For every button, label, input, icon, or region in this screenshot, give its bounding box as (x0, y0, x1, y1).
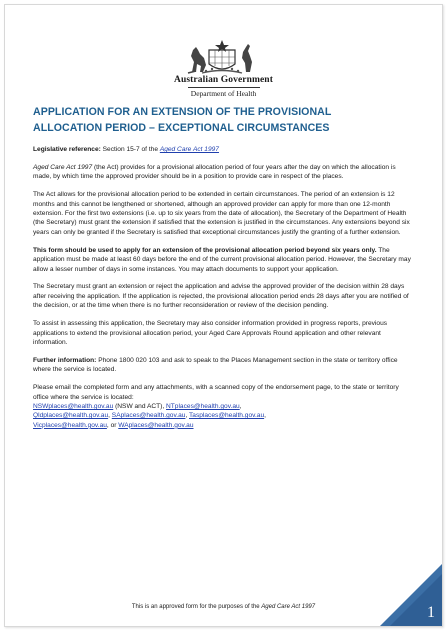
email-link-nt[interactable]: NTplaces@health.gov.au (166, 403, 240, 411)
paragraph-3 (33, 246, 415, 274)
paragraph-3-text: The application must be made at least 60 days before the end of the current provisional allocation period. However, the Secretary may allow a lesser number of days in some instances. You may attach documents to support your application. (33, 246, 411, 273)
separator: , (185, 412, 189, 420)
document-body (33, 145, 415, 439)
email-link-wa[interactable]: WAplaces@health.gov.au (118, 421, 194, 429)
department-name: Department of Health (190, 89, 257, 98)
further-information-label: Further information: (33, 356, 97, 364)
legislative-text: Section 15-7 of the (100, 146, 160, 153)
legislative-label: Legislative reference: (33, 146, 101, 153)
paragraph-1-text: (the Act) provides for a provisional allocation period of four years after the day on which the allocation is made, by which time the approved provider should be in a position to provide care in respect of the places. (33, 163, 396, 181)
separator: , (264, 412, 266, 420)
aged-care-act-link[interactable]: Aged Care Act 1997 (159, 146, 219, 153)
paragraph-5: To assist in assessing this application, the Secretary may also consider information provided in progress reports, previous applications to extend the provisional allocation period, your Aged Care Approvals Round application and other relevant information. (33, 320, 388, 346)
paragraph-4: The Secretary must grant an extension or reject the application and advise the approved provider of the decision within 28 days after receiving the application. If the application is rejected, the provisional allocation period ends 28 days after you are notified of the decision, or at the time when there is no further reconsideration or review of the decision pending. (33, 283, 409, 310)
title-line-2: ALLOCATION PERIOD – EXCEPTIONAL CIRCUMSTANCES (33, 122, 330, 134)
email-link-vic[interactable]: Vicplaces@health.gov.au (33, 421, 107, 429)
separator: , (239, 403, 242, 411)
legislative-reference (33, 145, 415, 154)
page-number: 1 (427, 604, 435, 621)
email-link-sa[interactable]: SAplaces@health.gov.au (111, 412, 186, 420)
paragraph-3-bold: This form should be used to apply for an extension of the provisional allocation period beyond six years only. (33, 246, 377, 254)
footer-act: Aged Care Act 1997 (261, 604, 316, 610)
act-name: Aged Care Act 1997 (33, 163, 93, 171)
footer-text: This is an approved form for the purposes of the (131, 604, 262, 610)
paragraph-1 (33, 163, 415, 182)
separator: , (108, 412, 112, 420)
government-name: Australian Government (174, 75, 273, 85)
email-instructions-text: Please email the completed form and any attachments, with a scanned copy of the endorsement page, to the state or territory office where the service is located: (33, 384, 399, 401)
paragraph-2: The Act allows for the provisional allocation period to be extended in certain circumstances. The period of an extension is 12 months and this cannot be lengthened or shortened, although an approved provider can apply for more than one 12-month extension. For the first two extensions (i.e. up to six years from the date of allocation), the Secretary of the Department of Health (the Secretary) must grant the extension if satisfied that the extension is justified in the circumstances. Any extensions beyond six years can only be granted if the Secretary is satisfied that exceptional circumstances justify the granting of a further extension. (33, 191, 410, 236)
nsw-suffix: (NSW and ACT), (113, 403, 167, 411)
or-separator: , or (106, 421, 119, 429)
further-information (33, 356, 415, 375)
further-information-text: Phone 1800 020 103 and ask to speak to the Places Management section in the state or territory office where the service is located. (33, 356, 398, 374)
email-instructions (33, 383, 415, 430)
header-divider (188, 87, 260, 88)
email-link-nsw[interactable]: NSWplaces@health.gov.au (33, 403, 114, 411)
document-title (33, 104, 413, 136)
email-link-tas[interactable]: Tasplaces@health.gov.au (189, 412, 265, 420)
title-line-1: APPLICATION FOR AN EXTENSION OF THE PROVISIONAL (33, 106, 332, 118)
email-link-qld[interactable]: Qldplaces@health.gov.au (33, 412, 109, 420)
